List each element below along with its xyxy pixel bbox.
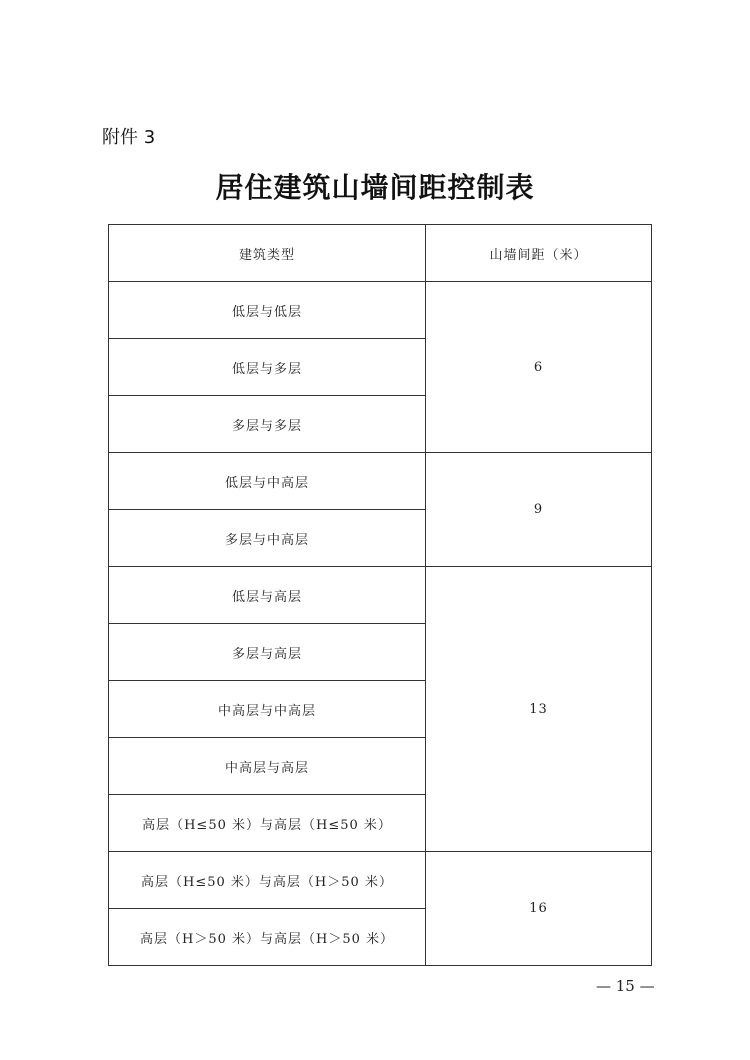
building-type-cell: 低层与低层 [109, 282, 426, 339]
distance-cell: 13 [426, 567, 652, 852]
header-gable-distance: 山墙间距（米） [426, 225, 652, 282]
table-row [109, 567, 652, 624]
table-row [109, 852, 652, 909]
header-building-type: 建筑类型 [109, 225, 426, 282]
building-type-cell: 低层与高层 [109, 567, 426, 624]
building-type-cell: 中高层与中高层 [109, 681, 426, 738]
building-type-cell: 低层与多层 [109, 339, 426, 396]
table-header-row [109, 225, 652, 282]
table-row [109, 282, 652, 339]
attachment-label: 附件 3 [102, 127, 156, 148]
building-type-cell: 高层（H≤50 米）与高层（H＞50 米） [109, 852, 426, 909]
building-type-cell: 高层（H≤50 米）与高层（H≤50 米） [109, 795, 426, 852]
table-row [109, 453, 652, 510]
document-title: 居住建筑山墙间距控制表 [215, 171, 535, 204]
building-type-cell: 多层与多层 [109, 396, 426, 453]
page-number: — 15 — [596, 977, 655, 995]
building-type-cell: 低层与中高层 [109, 453, 426, 510]
building-type-cell: 多层与中高层 [109, 510, 426, 567]
distance-cell: 6 [426, 282, 652, 453]
building-type-cell: 中高层与高层 [109, 738, 426, 795]
distance-cell: 9 [426, 453, 652, 567]
distance-cell: 16 [426, 852, 652, 966]
building-type-cell: 高层（H＞50 米）与高层（H＞50 米） [109, 909, 426, 966]
gable-spacing-table [108, 224, 652, 966]
building-type-cell: 多层与高层 [109, 624, 426, 681]
